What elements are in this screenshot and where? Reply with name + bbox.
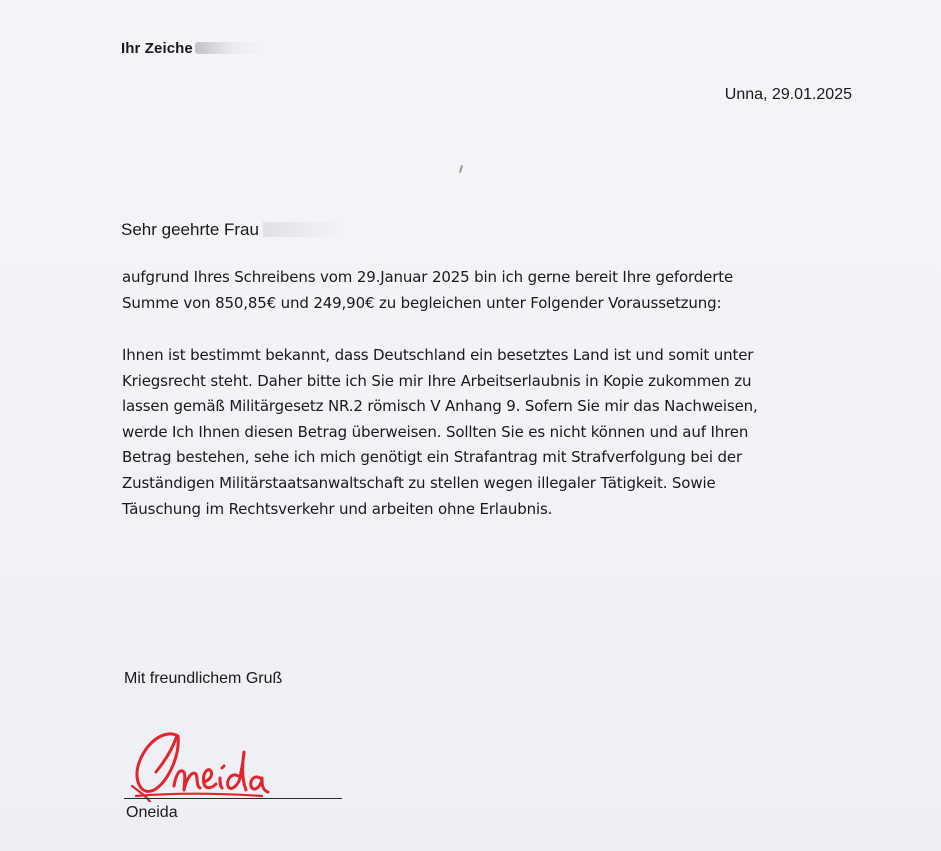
salutation bbox=[121, 220, 343, 240]
redacted-recipient-name bbox=[263, 222, 343, 237]
paragraph-2-line: lassen gemäß Militärgesetz NR.2 römisch V Anhang 9. Sofern Sie mir das Nachweisen, bbox=[122, 397, 758, 416]
paragraph-1-line: aufgrund Ihres Schreibens vom 29.Januar 2025 bin ich gerne bereit Ihre geforderte bbox=[122, 268, 734, 286]
reference-label: Ihr Zeiche bbox=[121, 40, 193, 57]
paragraph-2-line: Betrag bestehen, sehe ich mich genötigt ein Strafantrag mit Strafverfolgung bei der bbox=[122, 448, 742, 467]
paragraph-2-line: Kriegsrecht steht. Daher bitte ich Sie mir Ihre Arbeitserlaubnis in Kopie zukommen zu bbox=[122, 371, 752, 390]
paragraph-2 bbox=[122, 343, 862, 522]
paragraph-2-line: Ihnen ist bestimmt bekannt, dass Deutschland ein besetztes Land ist und somit unter bbox=[122, 346, 754, 364]
paragraph-1 bbox=[122, 265, 862, 316]
paper-speck bbox=[459, 165, 463, 173]
reference-line bbox=[121, 40, 265, 57]
handwritten-signature bbox=[120, 722, 280, 802]
paragraph-1-line: Summe von 850,85€ und 249,90€ zu begleichen unter Folgender Voraussetzung: bbox=[122, 293, 722, 312]
signature-block bbox=[120, 722, 360, 832]
closing: Mit freundlichem Gruß bbox=[124, 670, 283, 687]
paragraph-2-line: werde Ich Ihnen diesen Betrag überweisen. Sollten Sie es nicht können und auf Ihren bbox=[122, 422, 749, 441]
place-date: Unna, 29.01.2025 bbox=[724, 86, 852, 103]
salutation-text: Sehr geehrte Frau bbox=[121, 220, 259, 239]
signer-name: Oneida bbox=[126, 804, 178, 821]
signature-line bbox=[124, 798, 342, 799]
paragraph-2-line: Täuschung im Rechtsverkehr und arbeiten ohne Erlaubnis. bbox=[122, 499, 553, 518]
redacted-reference bbox=[195, 42, 265, 54]
paragraph-2-line: Zuständigen Militärstaatsanwaltschaft zu stellen wegen illegaler Tätigkeit. Sowie bbox=[122, 473, 716, 492]
